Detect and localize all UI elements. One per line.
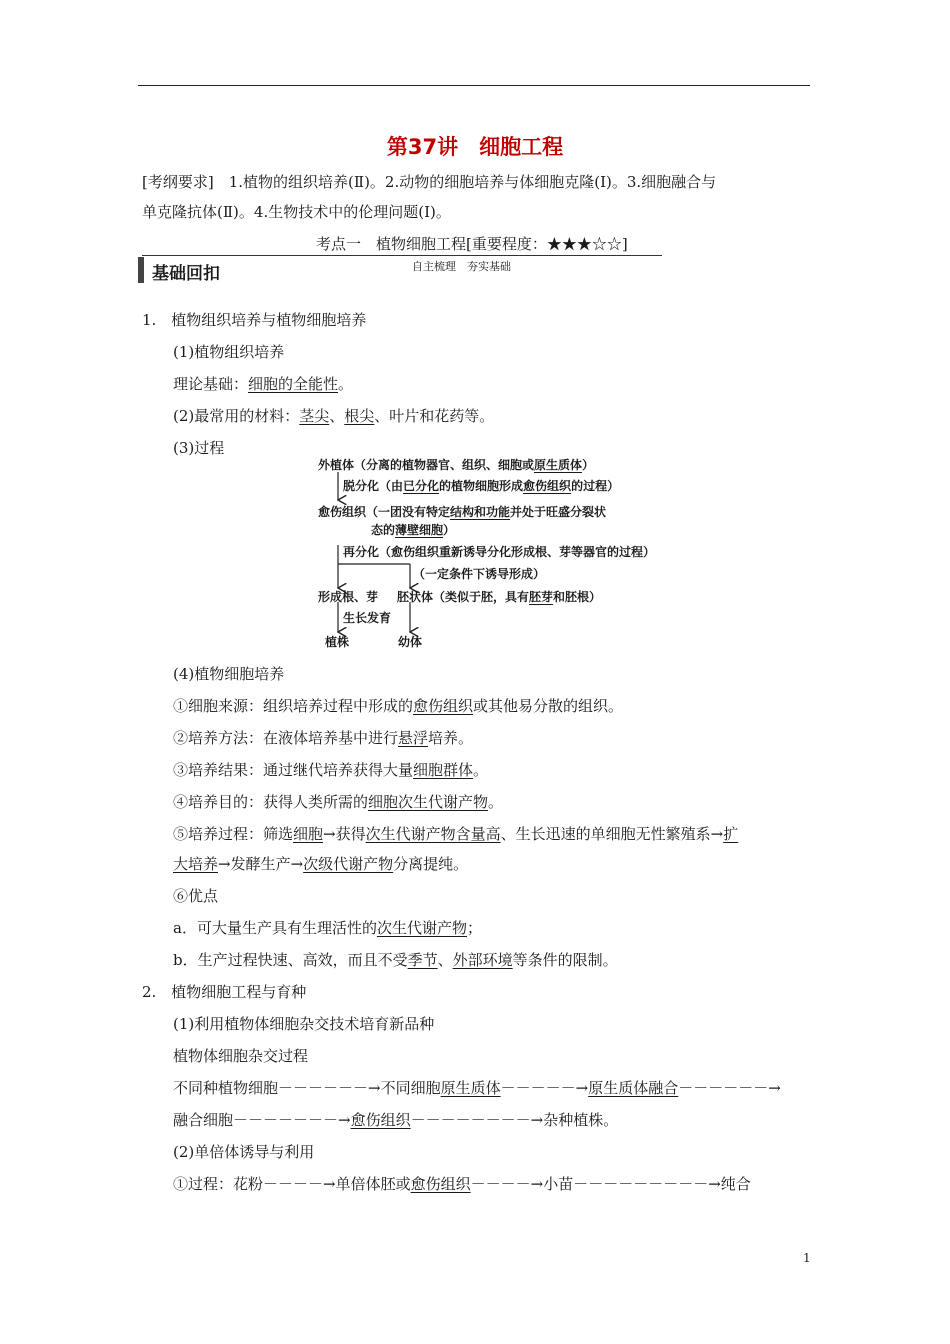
arrow: －－－－－－－－－→: [573, 1175, 721, 1193]
arrow: －－－－→: [470, 1175, 544, 1193]
diagram-dedifferentiation: 脱分化（由已分化的植物细胞形成愈伤组织的过程）: [343, 479, 620, 493]
s1-item-3: ③培养结果：通过继代培养获得大量细胞群体。: [173, 761, 489, 779]
s1-p4-title: (4)植物细胞培养: [173, 665, 285, 683]
answer-blank: 细胞: [293, 825, 324, 843]
kaodian-heading: 考点一 植物细胞工程[重要程度：★★★☆☆]: [316, 235, 628, 253]
s1-advantage-a: a．可大量生产具有生理活性的次生代谢产物；: [173, 919, 482, 937]
answer-blank: 悬浮: [398, 729, 429, 747]
answer-blank: 细胞群体: [413, 761, 474, 779]
diagram-growth: 生长发育: [343, 611, 392, 625]
s2-flow-2: 融合细胞－－－－－－－→愈伤组织－－－－－－－－→杂种植株。: [173, 1111, 619, 1129]
section-heading: 基础回扣: [152, 264, 220, 284]
s2-flow-1: 不同种植物细胞－－－－－－→不同细胞原生质体－－－－－→原生质体融合－－－－－－→: [173, 1079, 781, 1097]
diagram-roots-buds: 形成根、芽: [318, 590, 379, 604]
diagram-callus-cont: 态的薄壁细胞）: [371, 523, 456, 537]
s2-flow-3: ①过程：花粉－－－－→单倍体胚或愈伤组织－－－－→小苗－－－－－－－－－→纯合: [173, 1175, 751, 1193]
answer-blank: 愈伤组织: [410, 1175, 471, 1193]
arrow: －－－－－→: [500, 1079, 589, 1097]
page-number: 1: [803, 1251, 811, 1265]
arrow: －－－－→: [263, 1175, 336, 1193]
answer-blank: 次生代谢产物: [376, 919, 467, 937]
kaodian-rule: [142, 255, 662, 256]
answer-blank: 原生质体融合: [588, 1079, 679, 1097]
s2-p1b: 植物体细胞杂交过程: [173, 1047, 309, 1065]
header-rule: [138, 85, 810, 86]
s1-p2: (2)最常用的材料：茎尖、根尖、叶片和花药等。: [173, 407, 495, 425]
s1-item-2: ②培养方法：在液体培养基中进行悬浮培养。: [173, 729, 474, 747]
answer-blank: 大培养: [173, 855, 219, 873]
diagram-plant: 植株: [325, 635, 350, 649]
diagram-redifferentiation: 再分化（愈伤组织重新诱导分化形成根、芽等器官的过程）: [343, 545, 656, 559]
s1-item-5: ⑤培养过程：筛选细胞→获得次生代谢产物含量高、生长迅速的单细胞无性繁殖系→扩: [173, 825, 739, 843]
answer-blank: 次生代谢产物含量高: [365, 825, 501, 843]
s1-p3-title: (3)过程: [173, 439, 225, 457]
answer-blank: 根尖: [344, 407, 375, 425]
s2-p1: (1)利用植物体细胞杂交技术培育新品种: [173, 1015, 435, 1033]
section-marker: [138, 257, 144, 283]
s1-title: 1. 植物组织培养与植物细胞培养: [142, 311, 367, 329]
answer-blank: 愈伤组织: [350, 1111, 411, 1129]
s1-item-1: ①细胞来源：组织培养过程中形成的愈伤组织或其他易分散的组织。: [173, 697, 624, 715]
arrow: －－－－－－→: [278, 1079, 381, 1097]
diagram-seedling: 幼体: [398, 635, 423, 649]
s1-advantage-b: b．生产过程快速、高效，而且不受季节、外部环境等条件的限制。: [173, 951, 618, 969]
page-title: 第37讲 细胞工程: [386, 135, 564, 159]
requirements-line-2: 单克隆抗体(Ⅱ)。4.生物技术中的伦理问题(Ⅰ)。: [142, 203, 451, 221]
arrow: －－－－－－→: [678, 1079, 781, 1097]
answer-blank: 愈伤组织: [413, 697, 474, 715]
diagram-explant: 外植体（分离的植物器官、组织、细胞或原生质体）: [318, 458, 595, 472]
s2-title: 2. 植物细胞工程与育种: [142, 983, 307, 1001]
s2-p2: (2)单倍体诱导与利用: [173, 1143, 315, 1161]
requirements-line-1: [考纲要求] 1.植物的组织培养(Ⅱ)。2.动物的细胞培养与体细胞克隆(Ⅰ)。3.细胞融合与: [142, 173, 717, 191]
diagram-callus: 愈伤组织（一团没有特定结构和功能并处于旺盛分裂状: [318, 505, 607, 519]
arrow: －－－－－－－→: [233, 1111, 351, 1129]
answer-blank: 次级代谢产物: [303, 855, 394, 873]
answer-blank: 扩: [723, 825, 739, 843]
arrow: －－－－－－－－→: [410, 1111, 544, 1129]
answer-blank: 外部环境: [452, 951, 513, 969]
answer-blank: 茎尖: [299, 407, 330, 425]
answer-blank: 细胞次生代谢产物: [368, 793, 489, 811]
s1-p1-text: 理论基础：细胞的全能性。: [173, 375, 354, 393]
section-subheading: 自主梳理 夯实基础: [412, 260, 511, 273]
s1-item-6: ⑥优点: [173, 887, 219, 905]
answer-blank: 季节: [407, 951, 438, 969]
answer-blank: 细胞的全能性: [248, 375, 339, 393]
s1-p1-title: (1)植物组织培养: [173, 343, 285, 361]
s1-item-4: ④培养目的：获得人类所需的细胞次生代谢产物。: [173, 793, 504, 811]
diagram-embryoid: 胚状体（类似于胚，具有胚芽和胚根）: [397, 590, 602, 604]
answer-blank: 原生质体: [440, 1079, 501, 1097]
diagram-induction: （一定条件下诱导形成）: [413, 567, 546, 581]
s1-item-5-cont: 大培养→发酵生产→次级代谢产物分离提纯。: [173, 855, 469, 873]
